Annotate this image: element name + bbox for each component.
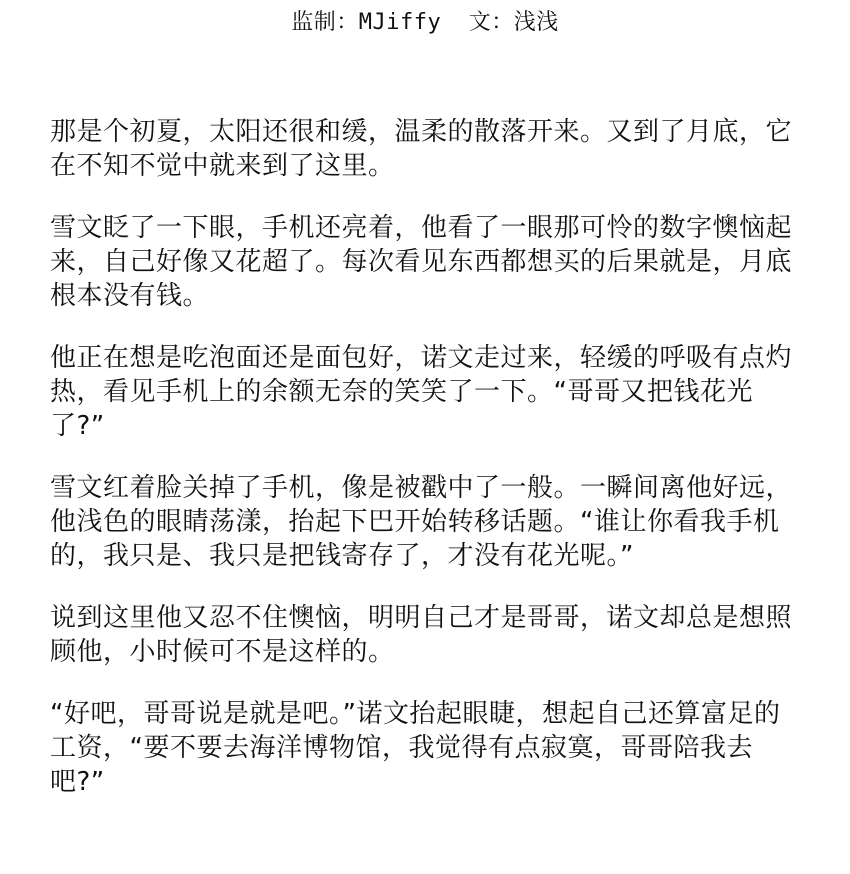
paragraph-2: 雪文眨了一下眼，手机还亮着，他看了一眼那可怜的数字懊恼起来，自己好像又花超了。每次看见东西都想买的后果就是，月底根本没有钱。 [50, 213, 793, 311]
credit-line: 监制：MJiffy 文：浅浅 [291, 10, 559, 35]
paragraph-1: 那是个初夏，太阳还很和缓，温柔的散落开来。又到了月底，它在不知不觉中就来到了这里。 [50, 117, 793, 181]
article-body [50, 115, 800, 827]
paragraph-5: 说到这里他又忍不住懊恼，明明自己才是哥哥，诺文却总是想照顾他，小时候可不是这样的。 [50, 603, 793, 667]
paragraph-4: 雪文红着脸关掉了手机，像是被戳中了一般。一瞬间离他好远，他浅色的眼睛荡漾，抬起下巴开始转移话题。“谁让你看我手机的，我只是、我只是把钱寄存了，才没有花光呢。” [50, 473, 793, 571]
paragraph-6: “好吧，哥哥说是就是吧。”诺文抬起眼睫，想起自己还算富足的工资，“要不要去海洋博物馆，我觉得有点寂寞，哥哥陪我去吧?” [50, 699, 781, 797]
paragraph-3: 他正在想是吃泡面还是面包好，诺文走过来，轻缓的呼吸有点灼热，看见手机上的余额无奈的笑笑了一下。“哥哥又把钱花光了?” [50, 343, 793, 441]
